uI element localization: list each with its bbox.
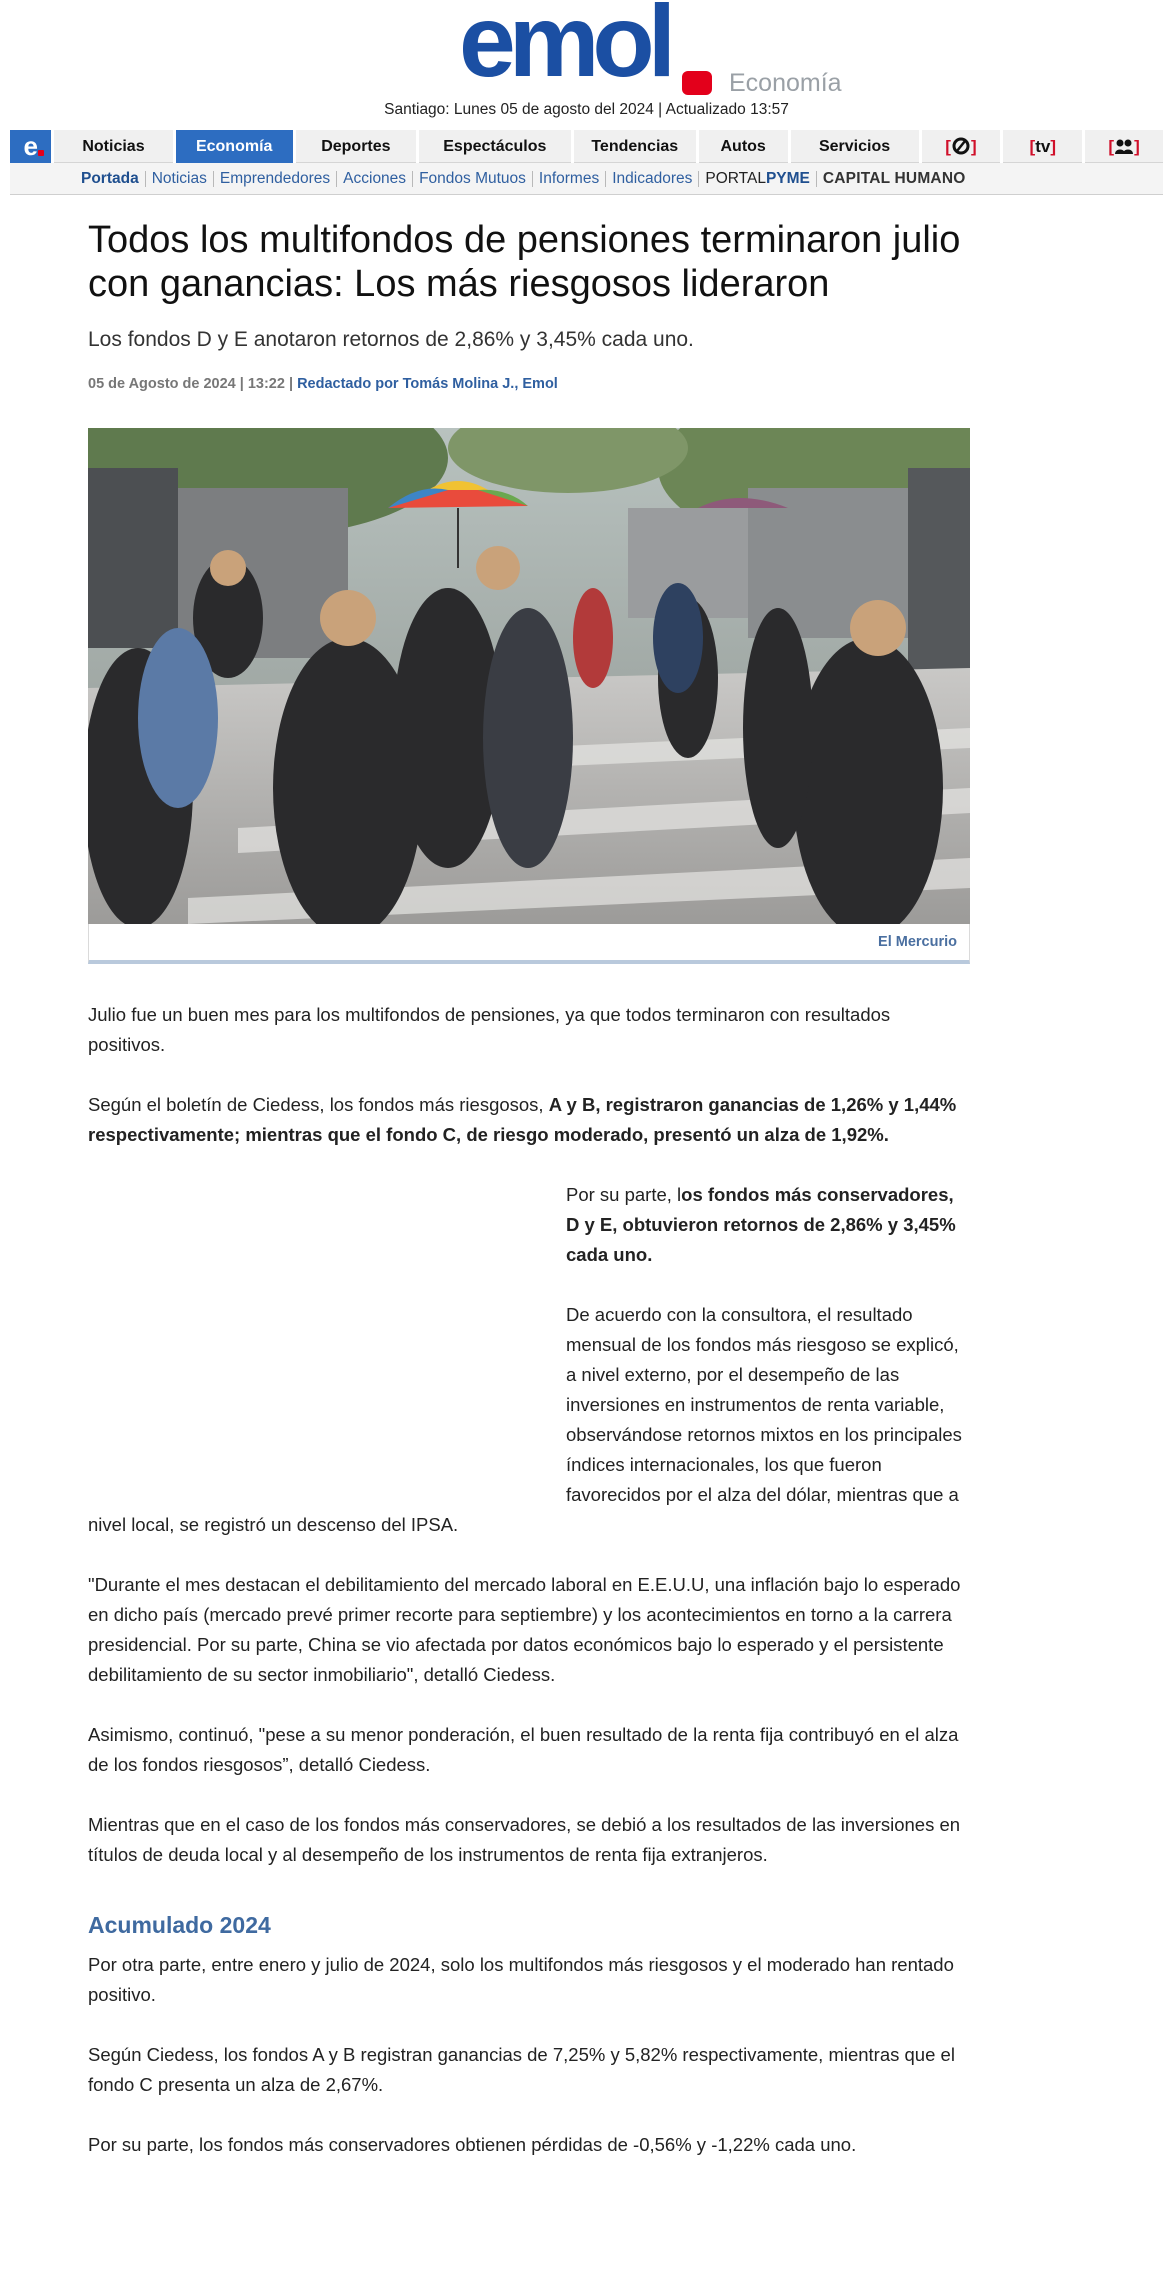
logo-text: emol xyxy=(459,0,670,98)
radio-icon-glyph: [ ] xyxy=(945,136,977,156)
nav-item-espectaculos[interactable]: Espectáculos xyxy=(416,130,571,163)
article-body xyxy=(88,1000,968,2190)
community-icon[interactable] xyxy=(1082,130,1163,163)
sub-nav xyxy=(10,163,1163,195)
p2-text: Según el boletín de Ciedess, los fondos más riesgosos, xyxy=(88,1094,549,1115)
body-paragraph: Julio fue un buen mes para los multifondos de pensiones, ya que todos terminaron con resultados positivos. xyxy=(88,1004,891,1055)
p3-text: Por su parte, l xyxy=(566,1184,682,1205)
subnav-fondos-mutuos[interactable]: Fondos Mutuos xyxy=(412,171,532,187)
subnav-capital-humano[interactable]: CAPITAL HUMANO xyxy=(816,171,972,187)
photo-caption xyxy=(88,924,970,964)
body-paragraph: Mientras que en el caso de los fondos más conservadores, se debió a los resultados de las inversiones en títulos de deuda local y al desempeño de los instrumentos de renta fija extranjeros. xyxy=(88,1814,961,1865)
section-heading: Acumulado 2024 xyxy=(88,1912,271,1938)
body-paragraph: Según Ciedess, los fondos A y B registran ganancias de 7,25% y 5,82% respectivamente, mientras que el fondo C presenta un alza de 2,67%. xyxy=(88,2044,955,2095)
tv-icon-glyph: [tv] xyxy=(1029,136,1057,156)
article-date: 05 de Agosto de 2024 | 13:22 | xyxy=(88,376,294,392)
subnav-indicadores[interactable]: Indicadores xyxy=(605,171,698,187)
body-paragraph: "Durante el mes destacan el debilitamiento del mercado laboral en E.E.U.U, una inflación bajo lo esperado en dicho país (mercado prevé primer recorte para septiembre) y los acontecimientos en torno a la carrera presidencial. Por su parte, China se vio afectada por datos económicos bajo lo esperado y el persistente debilitamiento de su sector inmobiliario", detalló Ciedess. xyxy=(88,1574,961,1685)
article-photo[interactable] xyxy=(88,428,970,924)
nav-item-deportes[interactable]: Deportes xyxy=(293,130,416,163)
subnav-portada[interactable]: Portada xyxy=(81,169,139,187)
logo-dot-icon xyxy=(682,71,712,95)
p2-bold: A y B, registraron ganancias de 1,26% y 1,44% respectivamente; mientras que el fondo C, de riesgo moderado, presentó un alza de 1,92%. xyxy=(88,1094,957,1145)
section-label[interactable]: Economía xyxy=(729,69,842,97)
body-paragraph xyxy=(88,1090,968,1150)
tv-icon[interactable] xyxy=(1000,130,1082,163)
body-paragraph: Asimismo, continuó, "pese a su menor ponderación, el buen resultado de la renta fija contribuyó en el alza de los fondos riesgosos”, detalló Ciedess. xyxy=(88,1724,959,1775)
home-e-icon[interactable] xyxy=(10,130,51,163)
article-title: Todos los multifondos de pensiones terminaron julio con ganancias: Los más riesgosos lideraron xyxy=(88,219,961,305)
photo-credit: El Mercurio xyxy=(878,934,957,950)
nav-item-servicios[interactable]: Servicios xyxy=(788,130,919,163)
subnav-noticias[interactable]: Noticias xyxy=(145,171,213,187)
community-icon-glyph: [ ] xyxy=(1108,136,1140,156)
ad-placeholder xyxy=(88,1180,566,1510)
home-e-glyph: e xyxy=(23,131,38,161)
article-header xyxy=(88,210,988,392)
radio-icon[interactable] xyxy=(919,130,1001,163)
subnav-portal-pyme[interactable] xyxy=(698,171,816,187)
dateline: Santiago: Lunes 05 de agosto del 2024 | Actualizado 13:57 xyxy=(384,101,789,118)
nav-item-noticias[interactable]: Noticias xyxy=(51,130,172,163)
main-nav xyxy=(10,130,1163,163)
body-paragraph: De acuerdo con la consultora, el resultado mensual de los fondos más riesgoso se explicó, a nivel externo, por el desempeño de las inversiones en instrumentos de renta variable, observándose retornos mixtos en los principales índices internacionales, los que fueron favorecidos por el alza del dólar, mientras que a nivel local, se registró un descenso del IPSA. xyxy=(88,1304,962,1535)
e-dot-icon xyxy=(38,150,44,156)
portal-bold: PYME xyxy=(765,169,810,187)
subnav-emprendedores[interactable]: Emprendedores xyxy=(213,171,336,187)
body-paragraph: Por otra parte, entre enero y julio de 2024, solo los multifondos más riesgosos y el moderado han rentado positivo. xyxy=(88,1954,954,2005)
subnav-informes[interactable]: Informes xyxy=(532,171,605,187)
article-author[interactable]: Redactado por Tomás Molina J., Emol xyxy=(297,376,558,392)
nav-item-tendencias[interactable]: Tendencias xyxy=(571,130,696,163)
nav-item-economia[interactable]: Economía xyxy=(173,130,293,163)
article-photo-figure xyxy=(88,428,970,966)
subnav-acciones[interactable]: Acciones xyxy=(336,171,412,187)
p3-bold: os fondos más conservadores, D y E, obtuvieron retornos de 2,86% y 3,45% cada uno. xyxy=(566,1184,956,1265)
site-header xyxy=(0,0,1173,125)
article-subtitle: Los fondos D y E anotaron retornos de 2,86% y 3,45% cada uno. xyxy=(88,328,694,351)
article-byline xyxy=(88,376,988,392)
portal-prefix: PORTAL xyxy=(705,169,766,187)
body-paragraph: Por su parte, los fondos más conservadores obtienen pérdidas de -0,56% y -1,22% cada uno. xyxy=(88,2134,857,2155)
nav-item-autos[interactable]: Autos xyxy=(696,130,788,163)
